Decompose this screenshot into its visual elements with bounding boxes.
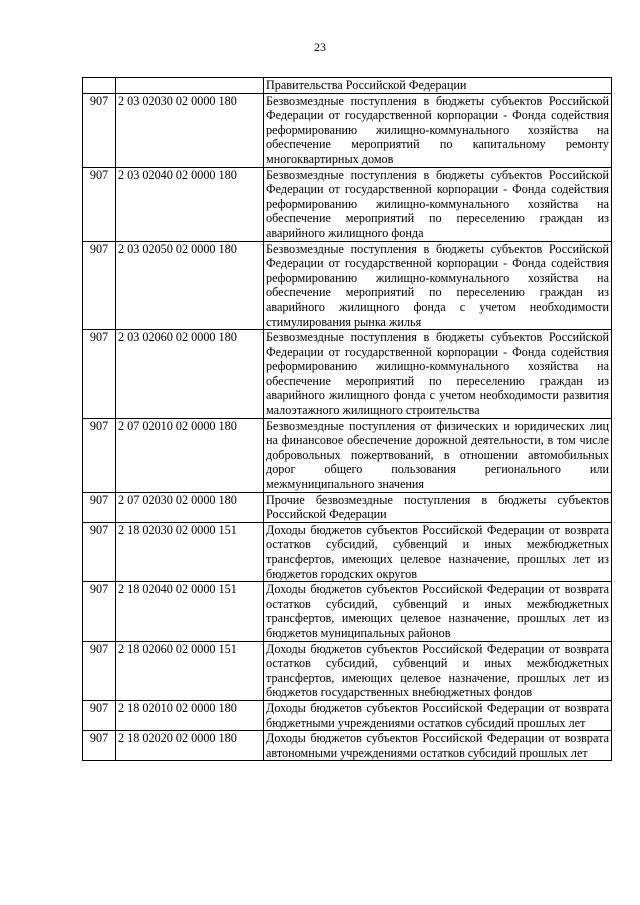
table-row (83, 418, 612, 492)
table-row (83, 330, 612, 419)
budget-code-cell (116, 78, 264, 94)
revenue-name-cell: Правительства Российской Федерации (264, 78, 612, 94)
table-row (83, 93, 612, 167)
admin-code-cell: 907 (83, 418, 116, 492)
budget-code-cell: 2 03 02050 02 0000 180 (116, 241, 264, 330)
table-row (83, 731, 612, 761)
budget-code-cell: 2 07 02030 02 0000 180 (116, 492, 264, 522)
revenue-name-cell: Доходы бюджетов субъектов Российской Федерации от возврата бюджетными учреждениями остатков субсидий прошлых лет (264, 700, 612, 730)
admin-code-cell: 907 (83, 731, 116, 761)
revenue-name-cell: Доходы бюджетов субъектов Российской Федерации от возврата остатков субсидий, субвенций и иных межбюджетных трансфертов, имеющих целевое назначение, прошлых лет из бюджетов государственных внебюджетных фондов (264, 641, 612, 700)
admin-code-cell (83, 78, 116, 94)
admin-code-cell: 907 (83, 522, 116, 581)
budget-code-cell: 2 18 02060 02 0000 151 (116, 641, 264, 700)
table-row (83, 241, 612, 330)
table-row (83, 78, 612, 94)
budget-code-cell: 2 18 02040 02 0000 151 (116, 582, 264, 641)
table-row (83, 167, 612, 241)
admin-code-cell: 907 (83, 582, 116, 641)
budget-code-cell: 2 18 02020 02 0000 180 (116, 731, 264, 761)
budget-code-cell: 2 18 02030 02 0000 151 (116, 522, 264, 581)
budget-code-cell: 2 03 02040 02 0000 180 (116, 167, 264, 241)
revenue-classification-table (82, 77, 612, 761)
admin-code-cell: 907 (83, 700, 116, 730)
admin-code-cell: 907 (83, 93, 116, 167)
revenue-name-cell: Безвозмездные поступления от физических и юридических лиц на финансовое обеспечение дорожной деятельности, в том числе добровольных пожертвований, в отношении автомобильных дорог общего пользования регионального или межмуниципального значения (264, 418, 612, 492)
budget-code-cell: 2 18 02010 02 0000 180 (116, 700, 264, 730)
budget-code-cell: 2 07 02010 02 0000 180 (116, 418, 264, 492)
table-row (83, 492, 612, 522)
budget-code-cell: 2 03 02030 02 0000 180 (116, 93, 264, 167)
page-number: 23 (314, 40, 326, 54)
revenue-name-cell: Прочие безвозмездные поступления в бюджеты субъектов Российской Федерации (264, 492, 612, 522)
table-row (83, 641, 612, 700)
table-row (83, 700, 612, 730)
admin-code-cell: 907 (83, 641, 116, 700)
table-row (83, 522, 612, 581)
revenue-name-cell: Безвозмездные поступления в бюджеты субъектов Российской Федерации от государственной корпорации - Фонда содействия реформированию жилищно-коммунального хозяйства на обеспечение мероприятий по переселению граждан из аварийного жилищного фонда с учетом необходимости развития малоэтажного жилищного строительства (264, 330, 612, 419)
revenue-name-cell: Безвозмездные поступления в бюджеты субъектов Российской Федерации от государственной корпорации - Фонда содействия реформированию жилищно-коммунального хозяйства на обеспечение мероприятий по переселению граждан из аварийного жилищного фонда (264, 167, 612, 241)
admin-code-cell: 907 (83, 241, 116, 330)
revenue-name-cell: Доходы бюджетов субъектов Российской Федерации от возврата остатков субсидий, субвенций и иных межбюджетных трансфертов, имеющих целевое назначение, прошлых лет из бюджетов городских округов (264, 522, 612, 581)
budget-code-cell: 2 03 02060 02 0000 180 (116, 330, 264, 419)
admin-code-cell: 907 (83, 167, 116, 241)
revenue-name-cell: Доходы бюджетов субъектов Российской Федерации от возврата остатков субсидий, субвенций и иных межбюджетных трансфертов, имеющих целевое назначение, прошлых лет из бюджетов муниципальных районов (264, 582, 612, 641)
admin-code-cell: 907 (83, 492, 116, 522)
revenue-name-cell: Безвозмездные поступления в бюджеты субъектов Российской Федерации от государственной корпорации - Фонда содействия реформированию жилищно-коммунального хозяйства на обеспечение мероприятий по капитальному ремонту многоквартирных домов (264, 93, 612, 167)
table-body (83, 78, 612, 761)
revenue-name-cell: Доходы бюджетов субъектов Российской Федерации от возврата автономными учреждениями остатков субсидий прошлых лет (264, 731, 612, 761)
revenue-name-cell: Безвозмездные поступления в бюджеты субъектов Российской Федерации от государственной корпорации - Фонда содействия реформированию жилищно-коммунального хозяйства на обеспечение мероприятий по переселению граждан из аварийного жилищного фонда с учетом необходимости стимулирования рынка жилья (264, 241, 612, 330)
table-row (83, 582, 612, 641)
admin-code-cell: 907 (83, 330, 116, 419)
